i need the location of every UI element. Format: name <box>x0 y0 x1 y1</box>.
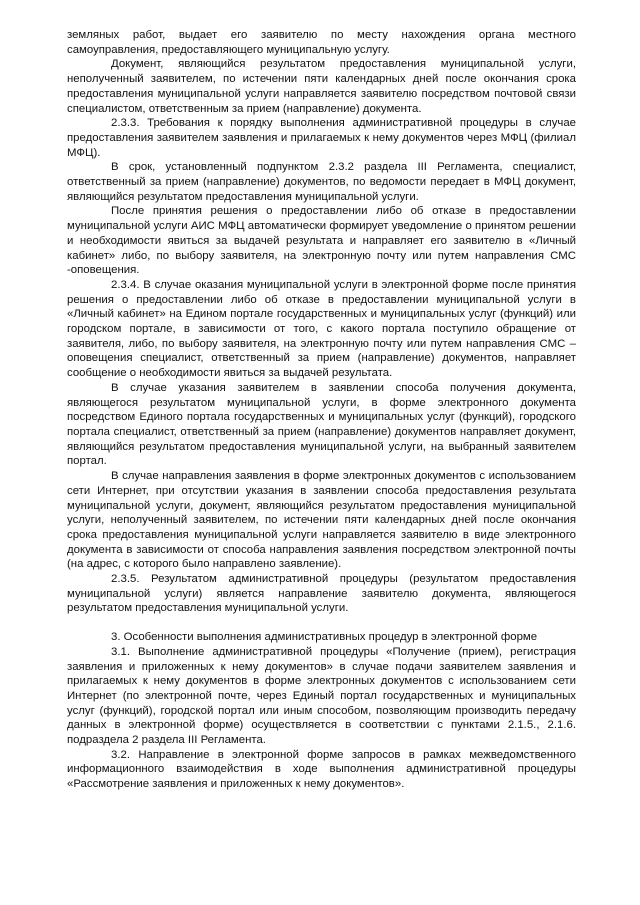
paragraph: После принятия решения о предоставлении либо об отказе в предоставлении муниципальной услуги АИС МФЦ автоматически формирует уведомление о принятом решении и необходимости явиться за выдачей результата и направляет его заявителю в «Личный кабинет» либо, по выбору заявителя, на электронную почту или путем направления СМС -оповещения. <box>67 205 576 277</box>
paragraph: 2.3.4. В случае оказания муниципальной услуги в электронной форме после принятия решения о предоставлении либо об отказе в предоставлении муниципальной услуги в «Личный кабинет» на Едином портале государственных и муниципальных услуг (функций) или городском портале, в зависимости от того, с какого портала поступило обращение от заявителя, либо, по выбору заявителя, на электронную почту или путем направления СМС – оповещения специалист, ответственный за прием (направление) документов, направляет сообщение о необходимости явиться за выдачей результата. <box>67 278 576 380</box>
section-spacer <box>67 616 576 630</box>
section-heading: 3. Особенности выполнения административных процедур в электронной форме <box>111 631 538 644</box>
paragraph: 2.3.3. Требования к порядку выполнения административной процедуры в случае предоставления заявителем заявления и прилагаемых к нему документов через МФЦ (филиал МФЦ). <box>67 117 576 159</box>
paragraph: В срок, установленный подпунктом 2.3.2 раздела III Регламента, специалист, ответственный за прием (направление) документов, по ведомости передает в МФЦ документ, являющийся результатом предоставления муниципальной услуги. <box>67 161 576 203</box>
paragraph: В случае указания заявителем в заявлении способа получения документа, являющегося результатом муниципальной услуги, в форме электронного документа посредством Единого портала государственных и муниципальных услуг (функций), городского портала специалист, ответственный за прием (направление) документов направляет документ, являющийся результатом предоставления муниципальной услуги, на выбранный заявителем портал. <box>67 381 576 468</box>
paragraph: 3.1. Выполнение административной процедуры «Получение (прием), регистрация заявления и приложенных к нему документов» в случае подачи заявителем заявления и прилагаемых к нему документов в форме электронных документов с использованием сети Интернет (по электронной почте, через Единый портал государственных и муниципальных услуг (функций), городской портал или иным способом, позволяющим производить передачу данных в электронной форме) осуществляется в соответствии с пунктами 2.1.5., 2.1.6. подраздела 2 раздела III Регламента. <box>67 645 576 747</box>
paragraph: 3.2. Направление в электронной форме запросов в рамках межведомственного информационного взаимодействия в ходе выполнения административной процедуры «Рассмотрение заявления и приложенных к нему документов». <box>67 748 576 791</box>
paragraph: земляных работ, выдает его заявителю по месту нахождения органа местного самоуправления, предоставляющего муниципальную услугу. <box>67 29 576 56</box>
paragraph: 2.3.5. Результатом административной процедуры (результатом предоставления муниципальной услуги) является направление заявителю документа, являющегося результатом предоставления муниципальной услуги. <box>67 573 576 615</box>
paragraph: Документ, являющийся результатом предоставления муниципальной услуги, неполученный заявителем, по истечении пяти календарных дней после окончания срока предоставления муниципальной услуги направляется заявителю посредством почтовой связи специалистом, ответственным за прием (направление) документа. <box>67 58 576 115</box>
paragraph: В случае направления заявления в форме электронных документов с использованием сети Интернет, при отсутствии указания в заявлении способа предоставления результата муниципальной услуги, документ, являющийся результатом предоставления муниципальной услуги, неполученный заявителем, по истечении пяти календарных дней после окончания срока предоставления муниципальной услуги направляется заявителю в виде электронного документа в зависимости от способа направления заявления посредством электронной почты (на адрес, с которого было направлено заявление). <box>67 470 576 571</box>
